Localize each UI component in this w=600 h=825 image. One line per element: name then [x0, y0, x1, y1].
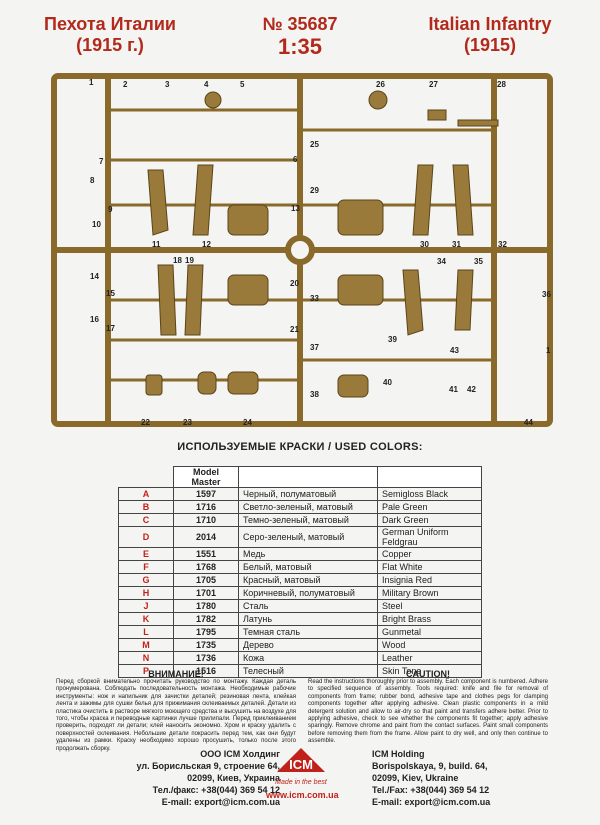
part-number: 40: [383, 378, 392, 387]
color-name-en: German Uniform Feldgrau: [378, 527, 482, 548]
table-row: [119, 626, 482, 639]
color-name-ru: Кожа: [239, 652, 378, 665]
color-code: A: [119, 488, 174, 501]
color-name-en: Pale Green: [378, 501, 482, 514]
color-code: K: [119, 613, 174, 626]
color-code: D: [119, 527, 174, 548]
part-number: 22: [141, 418, 150, 427]
part-number: 2: [123, 80, 128, 89]
footer-ru-line: ул. Борисльская 9, строение 64,: [136, 761, 280, 771]
part-number: 13: [291, 204, 300, 213]
color-code: E: [119, 548, 174, 561]
footer-en-line: E-mail: export@icm.com.ua: [372, 797, 491, 807]
color-name-ru: Черный, полуматовый: [239, 488, 378, 501]
warning-ru: [56, 669, 296, 753]
title-en: [405, 14, 575, 56]
color-name-en: Gunmetal: [378, 626, 482, 639]
colors-title: ИСПОЛЬЗУЕМЫЕ КРАСКИ / USED COLORS:: [177, 441, 423, 453]
footer-ru-line: ООО ICM Холдинг: [200, 749, 280, 759]
icm-url[interactable]: www.icm.com.ua: [266, 790, 339, 800]
table-row: [119, 600, 482, 613]
color-code: B: [119, 501, 174, 514]
part-number: 34: [437, 257, 446, 266]
footer-en-line: Borispolskaya, 9, build. 64,: [372, 761, 488, 771]
color-name-en: Flat White: [378, 561, 482, 574]
color-number: 1716: [174, 501, 239, 514]
part-number: 24: [243, 418, 252, 427]
icm-tagline: Made in the best: [275, 779, 327, 786]
footer-en-line: 02099, Kiev, Ukraine: [372, 773, 459, 783]
header-blank: [239, 467, 378, 488]
color-name-ru: Медь: [239, 548, 378, 561]
table-row: [119, 527, 482, 548]
color-code: N: [119, 652, 174, 665]
table-row: [119, 652, 482, 665]
part-number: 11: [152, 240, 161, 249]
header-blank: [378, 467, 482, 488]
color-number: 1780: [174, 600, 239, 613]
part-number: 29: [310, 186, 319, 195]
title-ru-line2: (1915 г.): [76, 35, 144, 55]
color-name-en: Dark Green: [378, 514, 482, 527]
part-number: 21: [290, 325, 299, 334]
warning-en-text: Read the instructions thoroughly prior to assembly. Each component is numbered. Adhere to specified sequence of assembly. Tools required: knife and file for removal of components from frame; rubber bond, adhesive tape and clothes pegs for clamping components together after applying adhesive. Clean plastic components in a mild detergent solution and allow to air-dry so that paint and transfers adhere better. Prior to applying adhesive, check to see whether the components fit together; apply adhesive sparingly. Remove chrome and paint from the contact surfaces. Paint small components before removing them from the frame. Allow paint to dry well, and only then continue to assemble.: [308, 679, 548, 745]
table-row: [119, 574, 482, 587]
part-number: 18: [173, 256, 182, 265]
color-code: G: [119, 574, 174, 587]
part-number: 19: [185, 256, 194, 265]
color-name-en: Wood: [378, 639, 482, 652]
part-number: 4: [204, 80, 209, 89]
part-number: 17: [106, 324, 115, 333]
part-number: 42: [467, 385, 476, 394]
footer-ru: [90, 748, 280, 808]
part-number: 38: [310, 390, 319, 399]
title-ru-line1: Пехота Италии: [44, 14, 176, 34]
part-number: 30: [420, 240, 429, 249]
footer-ru-line: Тел./факс: +38(044) 369 54 12: [152, 785, 280, 795]
table-row: [119, 613, 482, 626]
part-number: 44: [524, 418, 533, 427]
color-number: 2014: [174, 527, 239, 548]
color-number: 1516: [174, 665, 239, 678]
part-number: 26: [376, 80, 385, 89]
part-number: 31: [452, 240, 461, 249]
color-name-en: Copper: [378, 548, 482, 561]
part-number: 9: [108, 205, 113, 214]
color-code: L: [119, 626, 174, 639]
table-row: [119, 587, 482, 600]
part-number: 23: [183, 418, 192, 427]
footer-en-line: ICM Holding: [372, 749, 425, 759]
part-number: 25: [310, 140, 319, 149]
color-number: 1597: [174, 488, 239, 501]
colors-header-row: [119, 467, 482, 488]
scale: 1:35: [277, 34, 323, 59]
color-code: P: [119, 665, 174, 678]
part-number: 1: [89, 78, 94, 87]
part-number: 41: [449, 385, 458, 394]
color-code: J: [119, 600, 174, 613]
color-name-ru: Сталь: [239, 600, 378, 613]
part-number: 32: [498, 240, 507, 249]
color-code: C: [119, 514, 174, 527]
color-name-ru: Телесный: [239, 665, 378, 678]
color-name-en: Military Brown: [378, 587, 482, 600]
part-number: 16: [90, 315, 99, 324]
color-name-ru: Светло-зеленый, матовый: [239, 501, 378, 514]
footer-ru-line: E-mail: export@icm.com.ua: [161, 797, 280, 807]
icm-logo: [266, 746, 339, 800]
color-name-en: Steel: [378, 600, 482, 613]
color-name-ru: Темная сталь: [239, 626, 378, 639]
sprue-hub: [288, 238, 312, 262]
part-number: 14: [90, 272, 99, 281]
header-model-master: Model Master: [174, 467, 239, 488]
table-row: [119, 639, 482, 652]
color-number: 1701: [174, 587, 239, 600]
color-number: 1735: [174, 639, 239, 652]
color-name-ru: Коричневый, полуматовый: [239, 587, 378, 600]
color-name-en: Insignia Red: [378, 574, 482, 587]
part-number: 12: [202, 240, 211, 249]
color-number: 1782: [174, 613, 239, 626]
warning-ru-title: ВНИМАНИЕ!: [148, 669, 204, 679]
part-number: 37: [310, 343, 319, 352]
part-number: 6: [293, 155, 298, 164]
warning-ru-text: Перед сборкой внимательно прочитать руководство по монтажу. Каждая деталь пронумерована. Соблюдать последовательность монтажа. Необходимые рабочие инструменты: нож и напильник для зачистки деталей; резиновая лента, клейкая лента и зажимы для сушки белья для прижимания склеиваемых деталей. Детали из пластика очистить в растворе мягкого моющего средства и высушить на воздухе для того, чтобы краска и переводные картинки лучше прилипали. Перед приклеиванием проверить, подходят ли детали; клей наносить экономно. Хром и краску удалить с поверхностей склеивания. Небольшие детали покрасить перед тем, как они будут удалены из рамки. Краску необходимо хорошо просушить, только после этого продолжать сборку.: [56, 679, 296, 752]
color-number: 1736: [174, 652, 239, 665]
part-number: 7: [99, 157, 104, 166]
warning-en-title: CAUTION!: [406, 669, 450, 679]
color-name-ru: Серо-зеленый, матовый: [239, 527, 378, 548]
color-name-en: Semigloss Black: [378, 488, 482, 501]
title-en-line1: Italian Infantry: [428, 14, 552, 34]
title-ru: [30, 14, 190, 56]
color-name-ru: Латунь: [239, 613, 378, 626]
part-number: 10: [92, 220, 101, 229]
part-number: 15: [106, 289, 115, 298]
color-name-en: Skin Tone: [378, 665, 482, 678]
colors-table: [118, 466, 482, 678]
header-blank: [119, 467, 174, 488]
icm-logo-icon: [271, 746, 331, 774]
table-row: [119, 548, 482, 561]
color-code: M: [119, 639, 174, 652]
footer-ru-line: 02099, Киев, Украина: [187, 773, 280, 783]
icm-logo-text: ICM: [289, 757, 313, 772]
color-code: H: [119, 587, 174, 600]
part-number: 28: [497, 80, 506, 89]
color-number: 1795: [174, 626, 239, 639]
sprue-diagram: [48, 70, 556, 430]
part-number: 39: [388, 335, 397, 344]
part-number: 1: [546, 346, 551, 355]
part-number: 3: [165, 80, 170, 89]
figure-parts: [146, 91, 498, 397]
title-en-line2: (1915): [463, 35, 517, 55]
color-number: 1705: [174, 574, 239, 587]
table-row: [119, 561, 482, 574]
color-code: F: [119, 561, 174, 574]
color-name-ru: Белый, матовый: [239, 561, 378, 574]
table-row: [119, 488, 482, 501]
color-name-en: Bright Brass: [378, 613, 482, 626]
color-name-en: Leather: [378, 652, 482, 665]
color-name-ru: Темно-зеленый, матовый: [239, 514, 378, 527]
part-number: 8: [90, 176, 95, 185]
color-number: 1768: [174, 561, 239, 574]
part-number: 20: [290, 279, 299, 288]
footer-en-line: Tel./Fax: +38(044) 369 54 12: [372, 785, 490, 795]
part-number: 33: [310, 294, 319, 303]
color-number: 1551: [174, 548, 239, 561]
color-number: 1710: [174, 514, 239, 527]
part-number: 35: [474, 257, 483, 266]
catalog-block: [240, 14, 360, 59]
table-row: [119, 501, 482, 514]
part-number: 43: [450, 346, 459, 355]
part-number: 27: [429, 80, 438, 89]
part-number: 36: [542, 290, 551, 299]
color-name-ru: Дерево: [239, 639, 378, 652]
table-row: [119, 514, 482, 527]
catalog-number: № 35687: [262, 14, 338, 34]
warning-en: [308, 669, 548, 746]
color-name-ru: Красный, матовый: [239, 574, 378, 587]
part-number: 5: [240, 80, 245, 89]
footer-en: [372, 748, 572, 808]
